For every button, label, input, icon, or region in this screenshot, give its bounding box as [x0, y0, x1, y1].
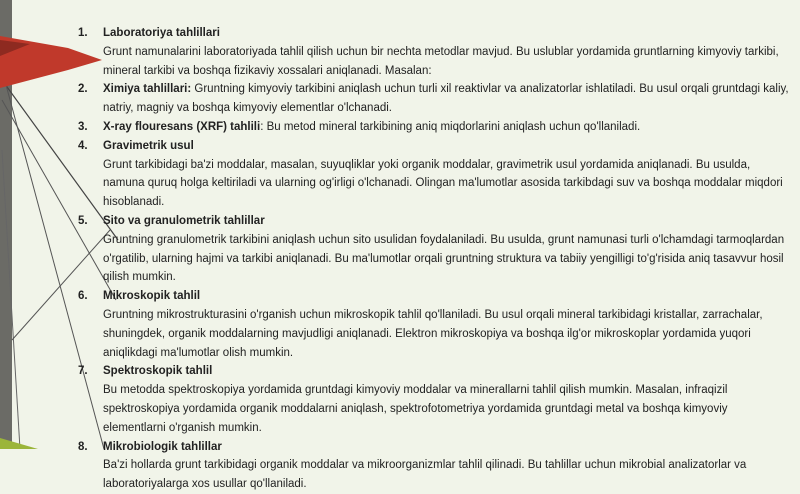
- item-title: X-ray flouresans (XRF) tahlili: [103, 120, 261, 133]
- item-text: Grunt tarkibidagi ba'zi moddalar, masalan, suyuqliklar yoki organik moddalar, gravimetrik usul yordamida aniqlanadi. Bu usulda, namuna quruq holga keltiriladi va ularning og'irligi o'lchanadi. Olingan ma'lumotlar asosida tarkibdagi suv va boshqa moddalar miqdori hisoblanadi.: [103, 158, 783, 209]
- item-text: Ba'zi hollarda grunt tarkibidagi organik moddalar va mikroorganizmlar tahlil qilinadi. Bu tahlillar uchun mikrobial analizatorlar va laboratoriyalarga xos usullar qo'llaniladi.: [103, 459, 747, 491]
- item-title: Gravimetrik usul: [103, 139, 194, 152]
- list-item: [78, 212, 790, 287]
- list-item: [78, 24, 790, 80]
- item-text: Gruntning kimyoviy tarkibini aniqlash uchun turli xil reaktivlar va analizatorlar ishlatiladi. Bu usul orqali gruntdagi kaliy, natriy, magniy va boshqa kimyoviy elementlar o'lchanadi.: [103, 83, 789, 115]
- item-number: 8.: [78, 440, 88, 453]
- list-item: [78, 287, 790, 362]
- item-text: Gruntning mikrostrukturasini o'rganish uchun mikroskopik tahlil qo'llaniladi. Bu usul orqali mineral tarkibidagi kristallar, zarrachalar, shuningdek, organik moddalarning mavjudligi aniqlanadi. Elektron mikroskopiya va boshqa ilg'or mikroskoplar yordamida yuqori aniqlikdagi ma'lumotlar olish mumkin.: [103, 308, 763, 359]
- item-number: 1.: [78, 27, 88, 39]
- item-number: 6.: [78, 290, 88, 303]
- item-title: Laboratoriya tahlillari: [103, 27, 220, 39]
- content-list: [78, 24, 790, 494]
- item-title: Sito va granulometrik tahlillar: [103, 214, 265, 227]
- item-text: Grunt namunalarini laboratoriyada tahlil qilish uchun bir nechta metodlar mavjud. Bu uslublar yordamida gruntlarning kimyoviy tarkibi, mineral tarkibi va boshqa fizikaviy xossalari aniqlanadi. Masalan:: [103, 45, 779, 77]
- item-text: Gruntning granulometrik tarkibini aniqlash uchun sito usulidan foydalaniladi. Bu usulda, grunt namunasi turli o'lchamdagi tarmoqlardan o'rgatilib, ularning hajmi va tarkibi aniqlanadi. Bu ma'lumotlar orqali gruntning struktura va tabiiy yengilligi to'g'risida aniq tasavvur hosil qilish mumkin.: [103, 233, 785, 284]
- list-item: [78, 118, 790, 137]
- item-title: Mikroskopik tahlil: [103, 290, 201, 303]
- item-title: Mikrobiologik tahlillar: [103, 440, 222, 453]
- item-number: 2.: [78, 83, 88, 96]
- item-number: 7.: [78, 365, 88, 378]
- item-text: : Bu metod mineral tarkibining aniq miqdorlarini aniqlash uchun qo'llaniladi.: [260, 120, 641, 133]
- list-item: [78, 362, 790, 437]
- item-text: Bu metodda spektroskopiya yordamida gruntdagi kimyoviy moddalar va minerallarni tahlil qilish mumkin. Masalan, infraqizil spektroskopiya yordamida organik moddalarni aniqlash, spektrofotometriya yordamida gruntdagi metal va boshqa kimyoviy elementlarni o'rganish mumkin.: [103, 384, 728, 434]
- item-title: Ximiya tahlillari:: [103, 83, 192, 96]
- list-item: [78, 80, 790, 118]
- item-number: 3.: [78, 120, 88, 133]
- list-item: [78, 438, 790, 494]
- item-title: Spektroskopik tahlil: [103, 365, 213, 378]
- item-number: 5.: [78, 214, 88, 227]
- list-item: [78, 137, 790, 212]
- item-number: 4.: [78, 139, 88, 152]
